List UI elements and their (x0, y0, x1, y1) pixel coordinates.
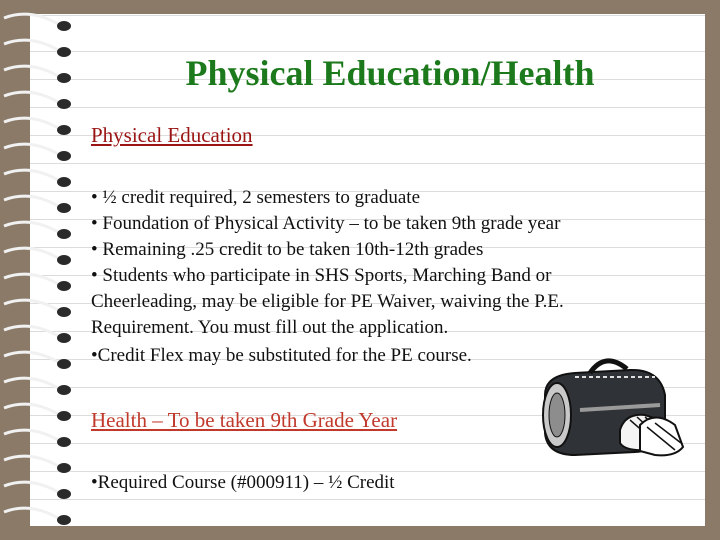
page-title: Physical Education/Health (185, 53, 595, 93)
binding-ring (4, 378, 58, 388)
binding-ring (4, 170, 58, 180)
binding-ring (4, 144, 58, 154)
gym-bag-icon (535, 355, 685, 465)
list-item: • Remaining .25 credit to be taken 10th-12th grades (91, 239, 484, 260)
binding-ring (4, 352, 58, 362)
health-bullet: •Required Course (#000911) – ½ Credit (91, 472, 395, 493)
list-item: •Credit Flex may be substituted for the PE course. (91, 345, 472, 366)
binding-ring (4, 222, 58, 232)
binding-ring (4, 404, 58, 414)
binding-ring (4, 66, 58, 76)
spiral-binding-icon (0, 10, 90, 530)
list-item: • Foundation of Physical Activity – to be taken 9th grade year (91, 213, 561, 234)
health-section-heading: Health – To be taken 9th Grade Year (91, 408, 398, 432)
binding-hole (57, 47, 71, 57)
binding-hole (57, 73, 71, 83)
binding-hole (57, 203, 71, 213)
binding-ring (4, 14, 58, 24)
binding-hole (57, 99, 71, 109)
binding-hole (57, 281, 71, 291)
pe-section-heading: Physical Education (91, 123, 253, 147)
list-item: • Students who participate in SHS Sports, Marching Band or Cheerleading, may be eligible for PE Waiver, waiving the P.E. Requirement. You must fill out the application. (91, 265, 564, 338)
binding-hole (57, 307, 71, 317)
binding-ring (4, 118, 58, 128)
binding-ring (4, 508, 58, 518)
binding-ring (4, 248, 58, 258)
binding-hole (57, 411, 71, 421)
binding-hole (57, 151, 71, 161)
binding-hole (57, 385, 71, 395)
binding-ring (4, 482, 58, 492)
binding-ring (4, 456, 58, 466)
binding-hole (57, 177, 71, 187)
binding-ring (4, 40, 58, 50)
binding-ring (4, 274, 58, 284)
binding-hole (57, 359, 71, 369)
binding-hole (57, 21, 71, 31)
binding-hole (57, 463, 71, 473)
binding-hole (57, 515, 71, 525)
binding-hole (57, 229, 71, 239)
pe-bullet-list (91, 185, 651, 369)
binding-hole (57, 489, 71, 499)
binding-ring (4, 430, 58, 440)
binding-ring (4, 326, 58, 336)
binding-ring (4, 300, 58, 310)
list-item: • ½ credit required, 2 semesters to graduate (91, 187, 421, 208)
binding-hole (57, 255, 71, 265)
binding-ring (4, 196, 58, 206)
binding-hole (57, 333, 71, 343)
binding-ring (4, 92, 58, 102)
binding-hole (57, 125, 71, 135)
binding-hole (57, 437, 71, 447)
